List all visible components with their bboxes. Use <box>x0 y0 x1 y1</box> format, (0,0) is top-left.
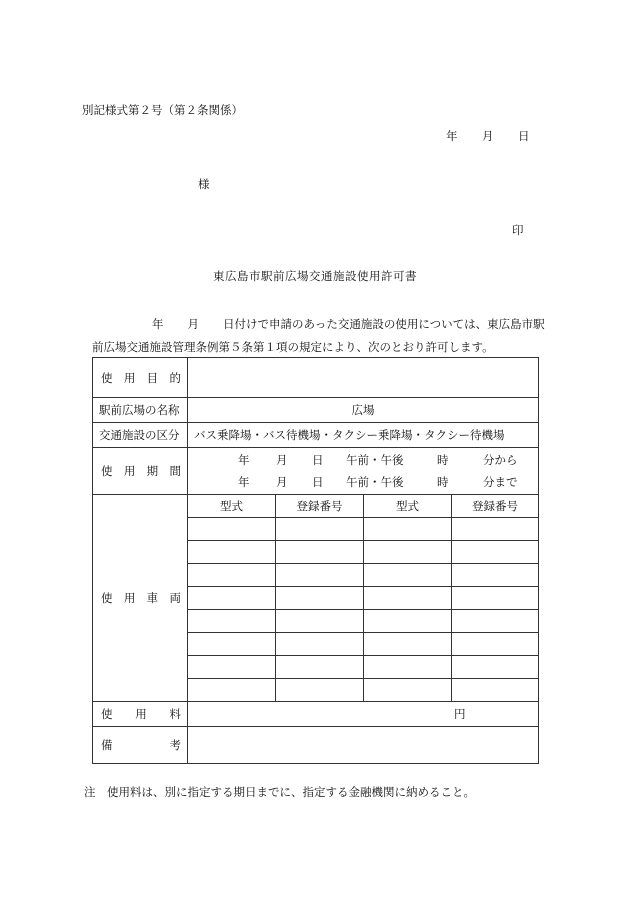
vehicle-header-reg-2: 登録番号 <box>452 495 539 518</box>
body-text: 日付けで申請のあった交通施設の使用については、東広島市駅 <box>223 317 545 331</box>
vehicle-cell[interactable] <box>188 518 276 541</box>
remarks-value[interactable] <box>188 727 539 764</box>
date-day: 日 <box>518 129 530 143</box>
body-line-2: 前広場交通施設管理条例第５条第１項の規定により、次のとおり許可します。 <box>92 340 494 354</box>
period-value[interactable] <box>188 448 539 495</box>
vehicle-cell[interactable] <box>452 633 539 656</box>
fee-label-cell <box>93 702 188 727</box>
document-title: 東広島市駅前広場交通施設使用許可書 <box>213 269 417 283</box>
vehicle-cell[interactable] <box>276 633 364 656</box>
vehicle-cell[interactable] <box>276 679 364 702</box>
permit-table <box>92 357 539 764</box>
vehicle-cell[interactable] <box>188 656 276 679</box>
vehicle-cell[interactable] <box>276 610 364 633</box>
vehicle-cell[interactable] <box>188 610 276 633</box>
vehicle-cell[interactable] <box>452 610 539 633</box>
vehicle-header-model-2: 型式 <box>364 495 452 518</box>
fee-value[interactable]: 円 <box>188 702 539 727</box>
vehicle-cell[interactable] <box>452 587 539 610</box>
footnote: 注 使用料は、別に指定する期日までに、指定する金融機関に納めること。 <box>84 785 475 799</box>
vehicle-cell[interactable] <box>364 564 452 587</box>
vehicle-cell[interactable] <box>276 587 364 610</box>
purpose-label-cell <box>93 358 188 398</box>
vehicle-cell[interactable] <box>452 679 539 702</box>
body-month: 月 <box>187 317 199 331</box>
period-label: 使 用 期 間 <box>101 464 181 478</box>
vehicle-cell[interactable] <box>364 656 452 679</box>
vehicle-cell[interactable] <box>276 656 364 679</box>
remarks-label-cell <box>93 727 188 764</box>
vehicle-label-cell <box>93 495 188 702</box>
vehicle-cell[interactable] <box>364 587 452 610</box>
period-label-cell <box>93 448 188 495</box>
vehicle-cell[interactable] <box>276 518 364 541</box>
facility-value[interactable]: バス乗降場・バス待機場・タクシー乗降場・タクシー待機場 <box>188 423 539 448</box>
vehicle-cell[interactable] <box>364 679 452 702</box>
body-line-1 <box>152 316 545 332</box>
purpose-value[interactable] <box>188 358 539 398</box>
vehicle-header-reg-1: 登録番号 <box>276 495 364 518</box>
vehicle-cell[interactable] <box>188 679 276 702</box>
vehicle-cell[interactable] <box>364 610 452 633</box>
vehicle-cell[interactable] <box>188 541 276 564</box>
vehicle-cell[interactable] <box>188 587 276 610</box>
remarks-label: 備 考 <box>101 738 181 752</box>
fee-label: 使 用 料 <box>101 707 181 721</box>
vehicle-header-model-1: 型式 <box>188 495 276 518</box>
vehicle-cell[interactable] <box>364 518 452 541</box>
vehicle-cell[interactable] <box>276 541 364 564</box>
vehicle-cell[interactable] <box>364 633 452 656</box>
plaza-label: 駅前広場の名称 <box>93 398 188 423</box>
vehicle-cell[interactable] <box>452 518 539 541</box>
vehicle-label: 使 用 車 両 <box>101 591 181 605</box>
form-number: 別記様式第２号（第２条関係） <box>82 103 243 117</box>
vehicle-cell[interactable] <box>188 564 276 587</box>
period-to: 年 月 日 午前・午後 時 分まで <box>238 475 518 489</box>
date-year: 年 <box>446 129 458 143</box>
purpose-label: 使 用 目 的 <box>101 370 181 385</box>
vehicle-cell[interactable] <box>188 633 276 656</box>
facility-label: 交通施設の区分 <box>93 423 188 448</box>
vehicle-cell[interactable] <box>276 564 364 587</box>
period-from: 年 月 日 午前・午後 時 分から <box>238 453 518 467</box>
vehicle-cell[interactable] <box>452 541 539 564</box>
vehicle-cell[interactable] <box>452 656 539 679</box>
date-month: 月 <box>482 129 494 143</box>
body-year: 年 <box>152 317 164 331</box>
plaza-value[interactable]: 広場 <box>188 398 539 423</box>
vehicle-cell[interactable] <box>364 541 452 564</box>
seal-mark: 印 <box>512 223 524 237</box>
issue-date <box>446 128 530 144</box>
addressee: 様 <box>198 177 210 191</box>
vehicle-cell[interactable] <box>452 564 539 587</box>
